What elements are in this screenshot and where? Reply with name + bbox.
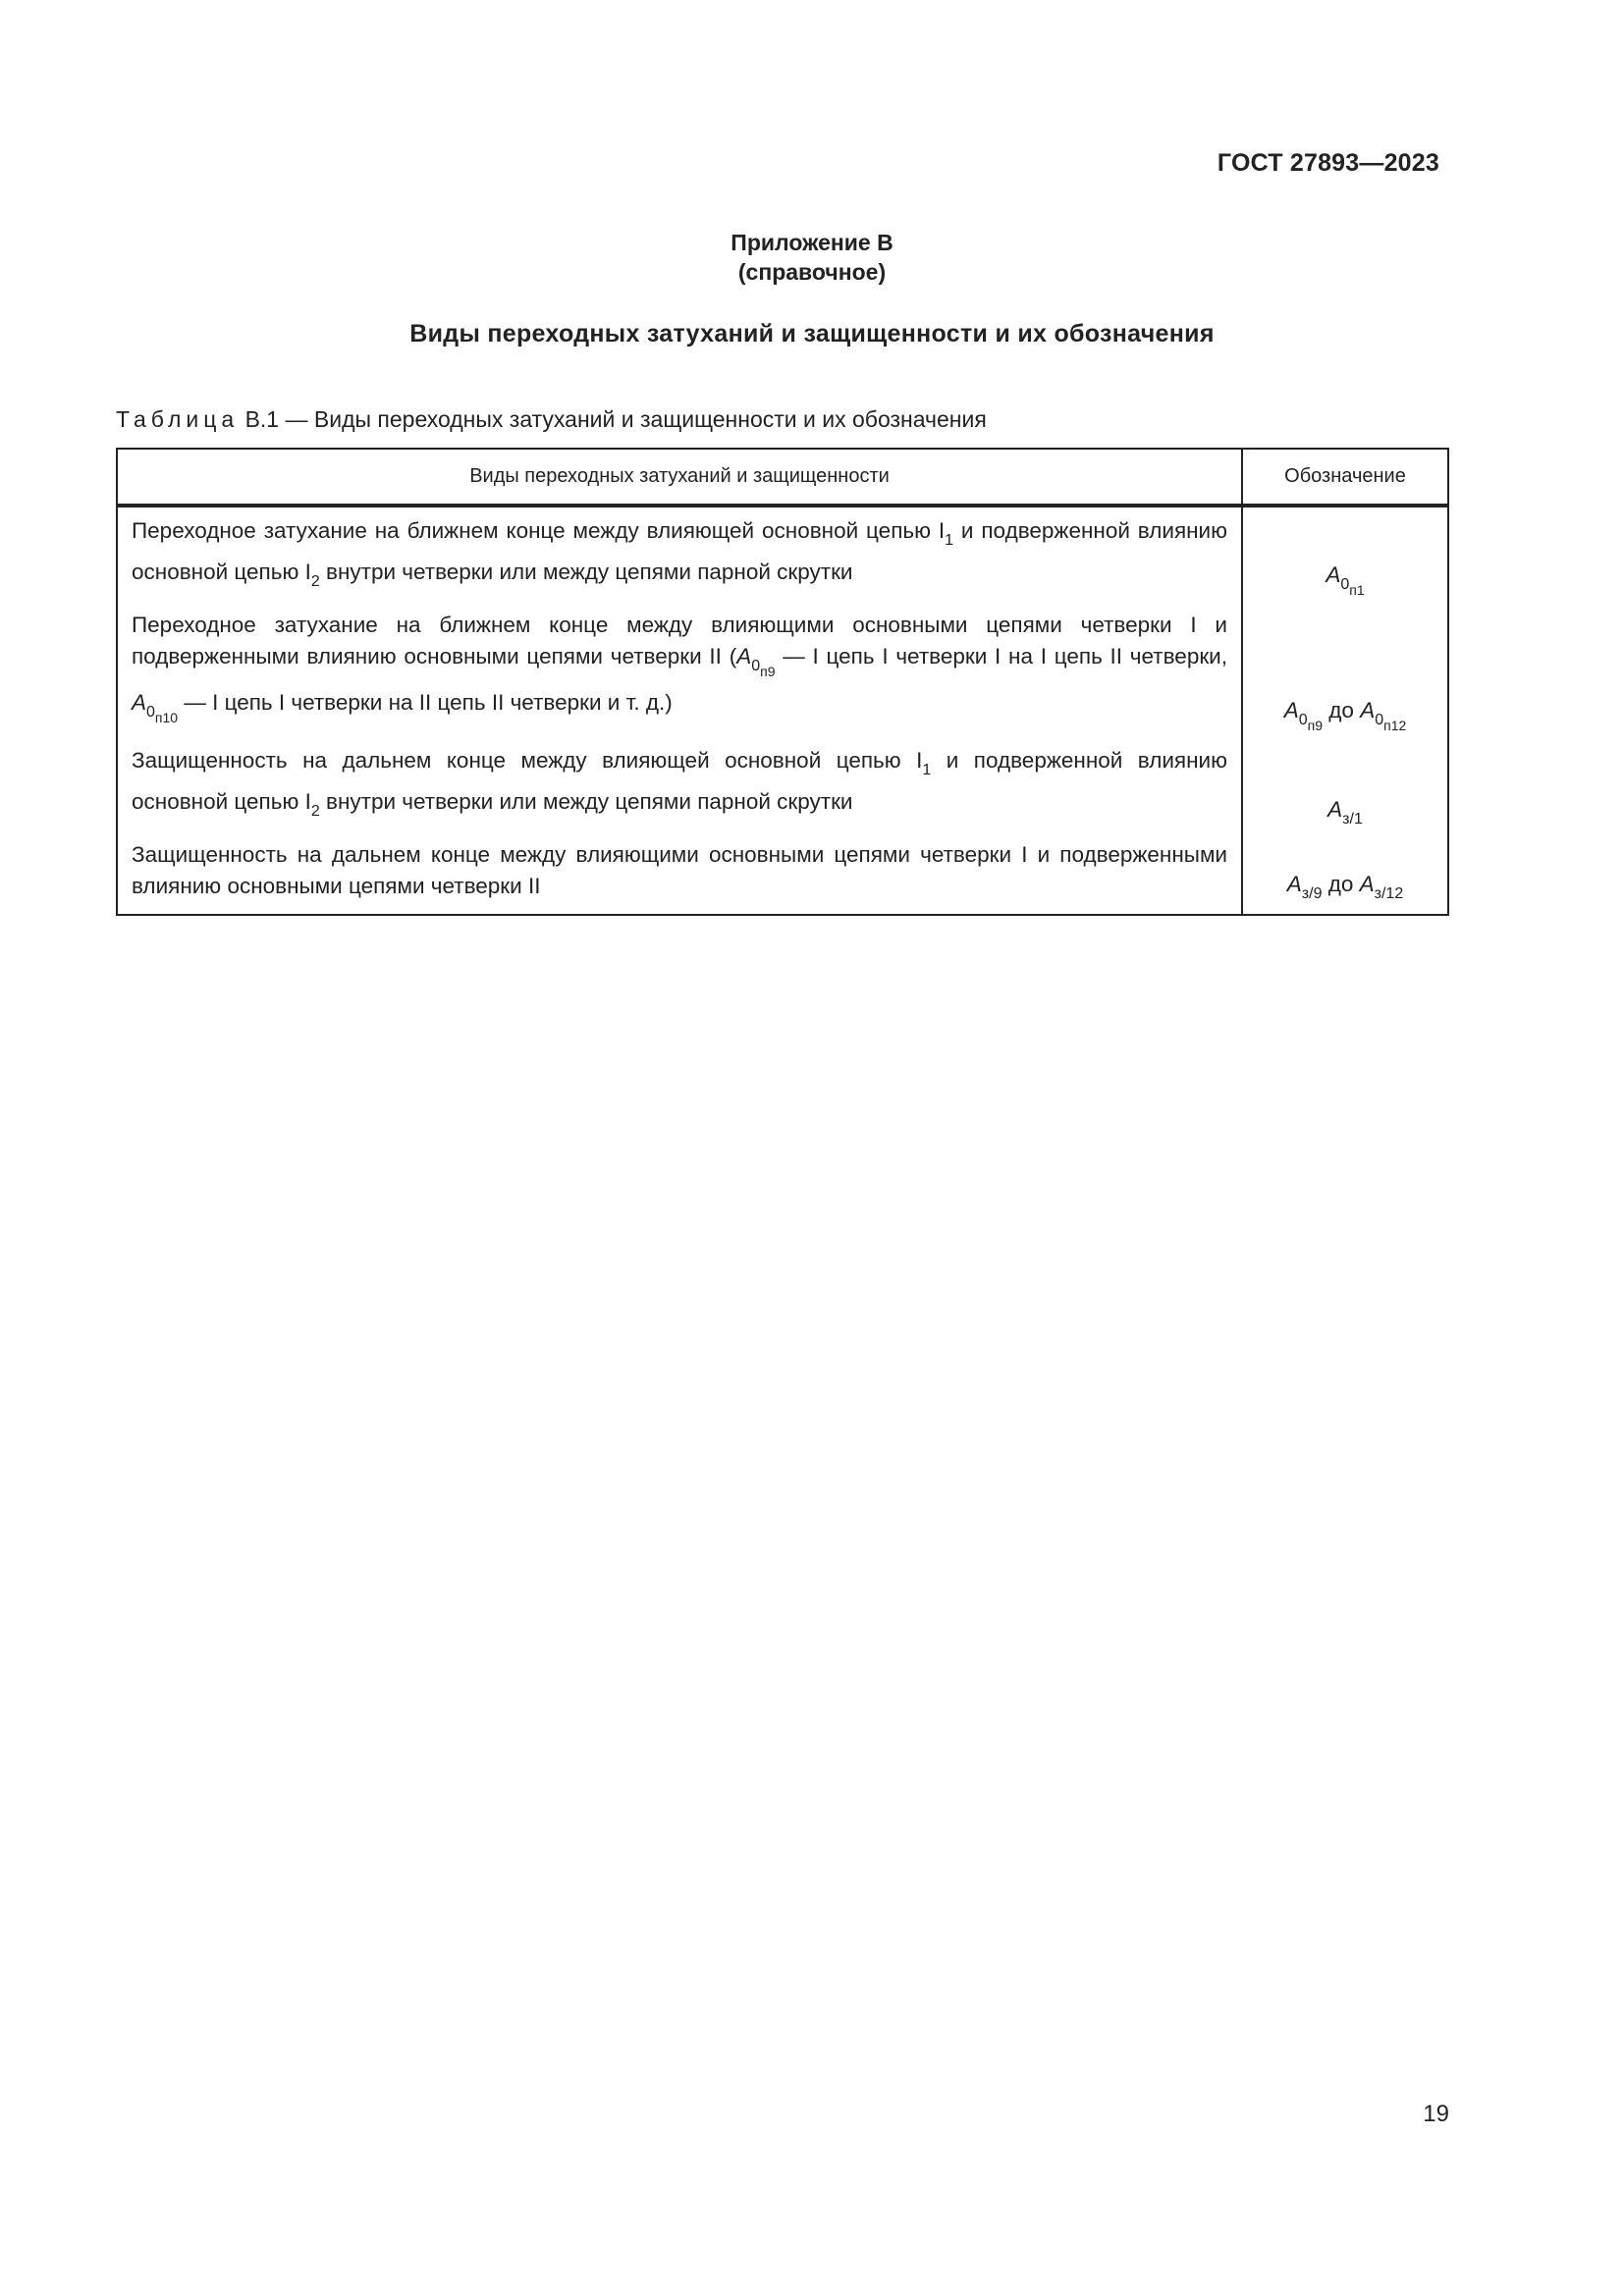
- document-id: ГОСТ 27893—2023: [1217, 149, 1439, 177]
- table-row: [117, 506, 1448, 610]
- table-header-row: [117, 449, 1448, 506]
- header-types: Виды переходных затуханий и защищенности: [117, 449, 1242, 506]
- row-description: Переходное затухание на ближнем конце между влияющими основными цепями четверки I и подверженными влиянию основными цепями четверки II ($A_{0п9}$ — I цепь I четверки I на I цепь II четверки, $A_{0п10}$ — I цепь I четверки на II цепь II четверки и т. д.): [117, 610, 1242, 745]
- table-row: [117, 610, 1448, 745]
- row-designation: $A_{з/9}$ до $A_{з/12}$: [1242, 839, 1448, 915]
- designations-table: [116, 448, 1449, 916]
- annex-title: Виды переходных затуханий и защищенности и их обозначения: [409, 320, 1215, 347]
- row-designation: $A_{з/1}$: [1242, 745, 1448, 839]
- annex-label: Приложение В: [731, 230, 893, 255]
- annex-type: (справочное): [737, 259, 887, 285]
- row-description: Защищенность на дальнем конце между влияющей основной цепью $I_1$ и подверженной влиянию основной цепью $I_2$ внутри четверки или между цепями парной скрутки: [117, 745, 1242, 839]
- row-description: Переходное затухание на ближнем конце между влияющей основной цепью $I_1$ и подверженной влиянию основной цепью $I_2$ внутри четверки или между цепями парной скрутки: [117, 506, 1242, 610]
- table-caption: [116, 406, 987, 433]
- table-row: [117, 745, 1448, 839]
- row-designation: $A_{0п9}$ до $A_{0п12}$: [1242, 610, 1448, 745]
- annex-heading: [0, 228, 1624, 287]
- table-caption-word: Таблица: [116, 406, 240, 432]
- page-number: 19: [1423, 2101, 1449, 2127]
- table-caption-text: В.1 — Виды переходных затуханий и защищенности и их обозначения: [239, 406, 987, 432]
- row-description: Защищенность на дальнем конце между влияющими основными цепями четверки I и подверженными влиянию основными цепями четверки II: [117, 839, 1242, 915]
- row-designation: $A_{0п1}$: [1242, 506, 1448, 610]
- table-row: [117, 839, 1448, 915]
- header-designation: Обозначение: [1242, 449, 1448, 506]
